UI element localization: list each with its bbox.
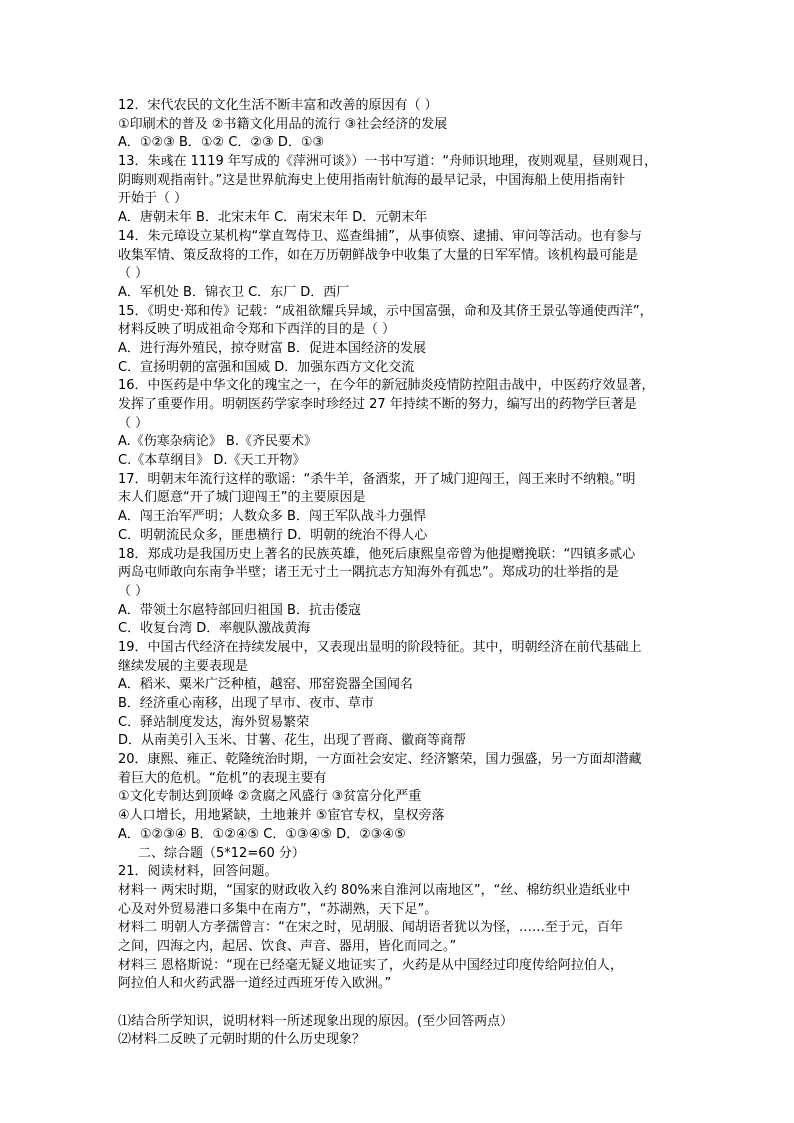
question-19-option-a: A．稻米、粟米广泛种植，越窑、邢窑瓷器全国闻名 bbox=[118, 677, 413, 693]
question-13-stem: 开始于（ ） bbox=[118, 191, 188, 207]
section-heading: 二、综合题（5*12=60 分） bbox=[138, 845, 305, 861]
question-16-stem: 发挥了重要作用。明朝医药学家李时珍经过 27 年持续不断的努力，编写出的药物学巨著是 bbox=[118, 397, 637, 412]
question-13-stem: 13．朱彧在 1119 年写成的《萍洲可谈》）一书中写道：“舟师识地理，夜则观星，昼则观日， bbox=[118, 154, 658, 170]
sub-question-1: ⑴结合所学知识，说明材料一所述现象出现的原因。(至少回答两点） bbox=[118, 1013, 514, 1029]
question-15-stem: 15．《明史·郑和传》记载：“成祖欲耀兵异域，示中国富强，命和及其侪王景弘等通使西洋”， bbox=[118, 303, 653, 319]
sub-question-2: ⑵材料二反映了元朝时期的什么历史现象？ bbox=[118, 1032, 366, 1048]
question-12-stem: 12．宋代农民的文化生活不断丰富和改善的原因有（ ） bbox=[118, 98, 438, 113]
question-15-options: A．进行海外殖民，掠夺财富 B．促进本国经济的发展 bbox=[118, 340, 426, 356]
material-3: 阿拉伯人和火药武器一道经过西班牙传入欧洲。” bbox=[118, 976, 392, 992]
material-2: 材料二 明朝人方孝孺曾言：“在宋之时，见胡服、闻胡语者犹以为怪，……至于元，百年 bbox=[118, 920, 623, 936]
question-20-statements: ①文化专制达到顶峰 ②贪腐之风盛行 ③贫富分化严重 bbox=[118, 789, 422, 805]
question-14-stem: 14．朱元璋设立某机构“掌直驾侍卫、巡查缉捕”，从事侦察、逮捕、审问等活动。也有参与 bbox=[118, 228, 643, 244]
question-18-options: C．收复台湾 D．率舰队激战黄海 bbox=[118, 621, 311, 637]
question-14-stem: （ ） bbox=[118, 266, 149, 282]
question-18-stem: （ ） bbox=[118, 583, 149, 599]
question-12-options: A．①②③ B．①② C．②③ D．①③ bbox=[118, 135, 325, 151]
question-16-options: C.《本草纲目》 D.《天工开物》 bbox=[118, 453, 306, 469]
question-21-stem: 21．阅读材料，回答问题。 bbox=[118, 864, 278, 880]
question-14-options: A．军机处 B．锦衣卫 C．东厂 D．西厂 bbox=[118, 284, 350, 300]
question-18-options: A．带领土尔扈特部回归祖国 B．抗击倭寇 bbox=[118, 602, 361, 618]
question-17-stem: 17．明朝末年流行这样的歌谣：“杀牛羊，备酒浆，开了城门迎闯王，闯王来时不纳粮。”明 bbox=[118, 471, 636, 487]
question-12-statements: ①印刷术的普及 ②书籍文化用品的流行 ③社会经济的发展 bbox=[118, 116, 448, 132]
question-19-option-d: D．从南美引入玉米、甘薯、花生，出现了晋商、徽商等商帮 bbox=[118, 733, 467, 749]
question-17-options: A．闯王治军严明；人数众多 B．闯王军队战斗力强悍 bbox=[118, 509, 426, 525]
material-2: 之间，四海之内，起居、饮食、声音、器用，皆化而同之。” bbox=[118, 938, 457, 954]
question-18-stem: 两岛屯师敢向东南争半壁；诸王无寸土一隅抗志方知海外有孤忠”。郑成功的壮举指的是 bbox=[118, 565, 619, 581]
material-1: 心及对外贸易港口多集中在南方”，“苏湖熟，天下足”。 bbox=[118, 901, 438, 917]
exam-page bbox=[118, 97, 678, 1050]
question-20-stem: 着巨大的危机。“危机”的表现主要有 bbox=[118, 770, 327, 786]
question-17-options: C．明朝流民众多，匪患横行 D．明朝的统治不得人心 bbox=[118, 527, 428, 543]
blank-line bbox=[118, 994, 678, 1013]
question-19-stem: 继续发展的主要表现是 bbox=[118, 658, 249, 674]
question-15-options: C．宣扬明朝的富强和国威 D．加强东西方文化交流 bbox=[118, 359, 415, 375]
question-18-stem: 18．郑成功是我国历史上著名的民族英雄，他死后康熙皇帝曾为他提赠挽联：“四镇多贰心 bbox=[118, 546, 636, 562]
question-20-statements: ④人口增长，用地紧缺，土地兼并 ⑤宦官专权，皇权旁落 bbox=[118, 808, 445, 824]
material-1: 材料一 两宋时期，“国家的财政收入约 80%来自淮河以南地区”，“丝、棉纺织业造纸业中 bbox=[118, 882, 631, 898]
question-16-stem: （ ） bbox=[118, 415, 149, 431]
question-19-option-c: C．驿站制度发达，海外贸易繁荣 bbox=[118, 714, 310, 730]
question-16-options: A.《伤寒杂病论》 B.《齐民要术》 bbox=[118, 434, 317, 450]
question-16-stem: 16．中医药是中华文化的瑰宝之一，在今年的新冠肺炎疫情防控阻击战中，中医药疗效显著， bbox=[118, 378, 655, 394]
question-15-stem: 材料反映了明成祖命令郑和下西洋的目的是（ ） bbox=[118, 322, 396, 338]
question-20-stem: 20．康熙、雍正、乾隆统治时期，一方面社会安定、经济繁荣，国力强盛，另一方面却潜藏 bbox=[118, 752, 642, 768]
question-17-stem: 末人们愿意“开了城门迎闯王”的主要原因是 bbox=[118, 490, 366, 506]
material-3: 材料三 恩格斯说：“现在已经毫无疑义地证实了，火药是从中国经过印度传给阿拉伯人， bbox=[118, 957, 623, 973]
question-19-stem: 19．中国古代经济在持续发展中，又表现出显明的阶段特征。其中，明朝经济在前代基础上 bbox=[118, 639, 642, 655]
question-13-options: A．唐朝末年 B．北宋末年 C．南宋末年 D．元朝末年 bbox=[118, 210, 428, 226]
question-14-stem: 收集军情、策反敌将的工作，如在万历朝鲜战争中收集了大量的日军军情。该机构最可能是 bbox=[118, 247, 639, 263]
question-13-stem: 阴晦则观指南针。”这是世界航海史上使用指南针航海的最早记录，中国海船上使用指南针 bbox=[118, 172, 626, 188]
question-19-option-b: B．经济重心南移，出现了早市、夜市、草市 bbox=[118, 696, 374, 711]
question-20-options: A．①②③④ B．①②④⑤ C．①③④⑤ D．②③④⑤ bbox=[118, 826, 406, 842]
